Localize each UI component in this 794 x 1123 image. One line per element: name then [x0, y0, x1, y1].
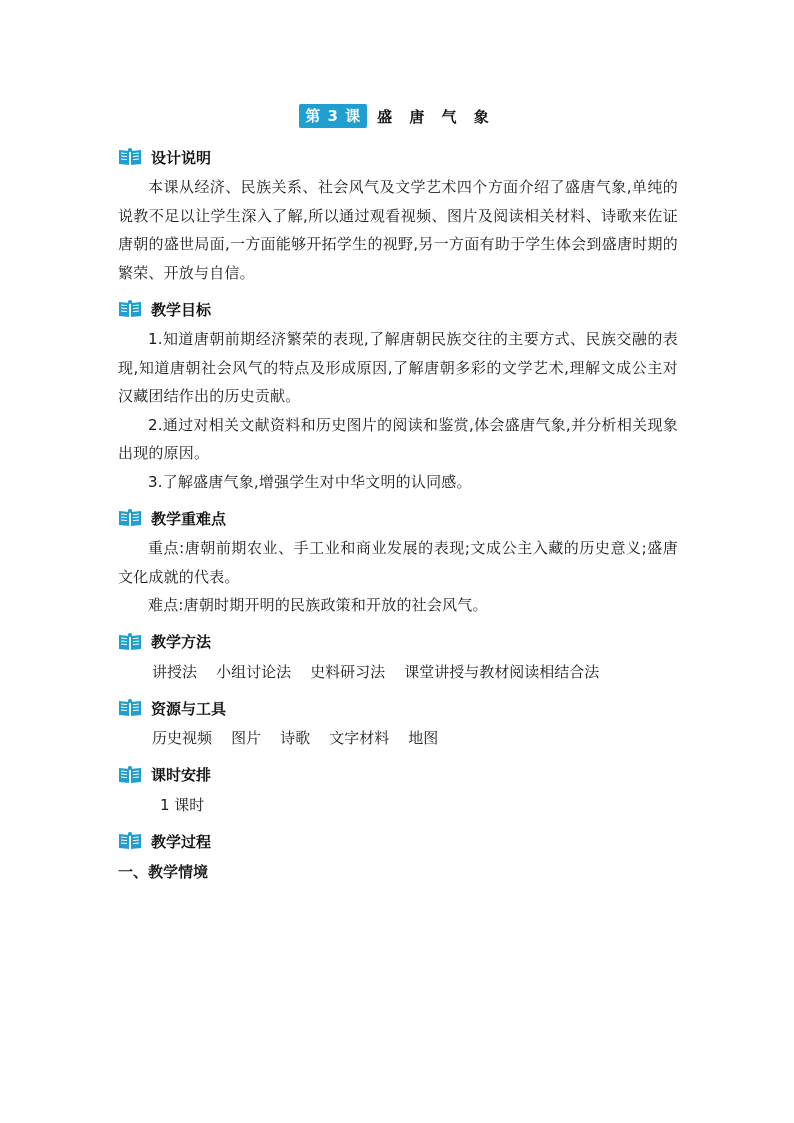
open-book-icon — [118, 299, 142, 319]
lesson-number-badge: 第 3 课 — [299, 104, 367, 128]
goal-paragraph: 2.通过对相关文献资料和历史图片的阅读和鉴赏,体会盛唐气象,并分析相关现象出现的原因。 — [118, 415, 678, 462]
goal-paragraph: 1.知道唐朝前期经济繁荣的表现,了解唐朝民族交往的主要方式、民族交融的表现,知道唐朝社会风气的特点及形成原因,了解唐朝多彩的文学艺术,理解文成公主对汉藏团结作出的历史贡献。 — [118, 330, 678, 405]
difficult-point-paragraph: 难点:唐朝时期开明的民族政策和开放的社会风气。 — [148, 596, 488, 614]
open-book-icon — [118, 508, 142, 528]
open-book-icon — [118, 147, 142, 167]
open-book-icon — [118, 632, 142, 652]
section-title: 教学过程 — [151, 832, 212, 851]
methods-list: 讲授法 小组讨论法 史料研习法 课堂讲授与教材阅读相结合法 — [152, 662, 600, 681]
goal-paragraph: 3.了解盛唐气象,增强学生对中华文明的认同感。 — [148, 472, 472, 491]
key-point-paragraph: 重点:唐朝前期农业、手工业和商业发展的表现;文成公主入藏的历史意义;盛唐文化成就的代表。 — [118, 539, 678, 586]
section-title: 教学目标 — [151, 300, 212, 319]
schedule-text: 1 课时 — [160, 795, 205, 814]
lesson-title: 盛 唐 气 象 — [377, 107, 495, 126]
section-heading-key-points — [118, 505, 678, 531]
section-title: 教学方法 — [151, 633, 212, 651]
section-heading-design — [118, 144, 678, 170]
section-heading-goals — [118, 296, 678, 322]
process-subheading: 一、教学情境 — [118, 863, 209, 881]
resources-list: 历史视频 图片 诗歌 文字材料 地图 — [152, 729, 439, 747]
section-title: 教学重难点 — [151, 509, 227, 528]
section-title: 设计说明 — [151, 148, 212, 167]
open-book-icon — [118, 831, 142, 851]
section-heading-methods — [118, 629, 678, 655]
open-book-icon — [118, 765, 142, 785]
section-heading-process — [118, 828, 678, 854]
section-title: 课时安排 — [151, 766, 212, 784]
section-heading-resources — [118, 695, 678, 721]
open-book-icon — [118, 698, 142, 718]
lesson-title-row — [0, 103, 794, 129]
section-title: 资源与工具 — [151, 699, 227, 718]
document-body — [118, 144, 678, 886]
design-paragraph: 本课从经济、民族关系、社会风气及文学艺术四个方面介绍了盛唐气象,单纯的说教不足以让学生深入了解,所以通过观看视频、图片及阅读相关材料、诗歌来佐证唐朝的盛世局面,一方面能够开拓学生的视野,另一方面有助于学生体会到盛唐时期的繁荣、开放与自信。 — [118, 178, 678, 282]
section-heading-schedule — [118, 762, 678, 788]
